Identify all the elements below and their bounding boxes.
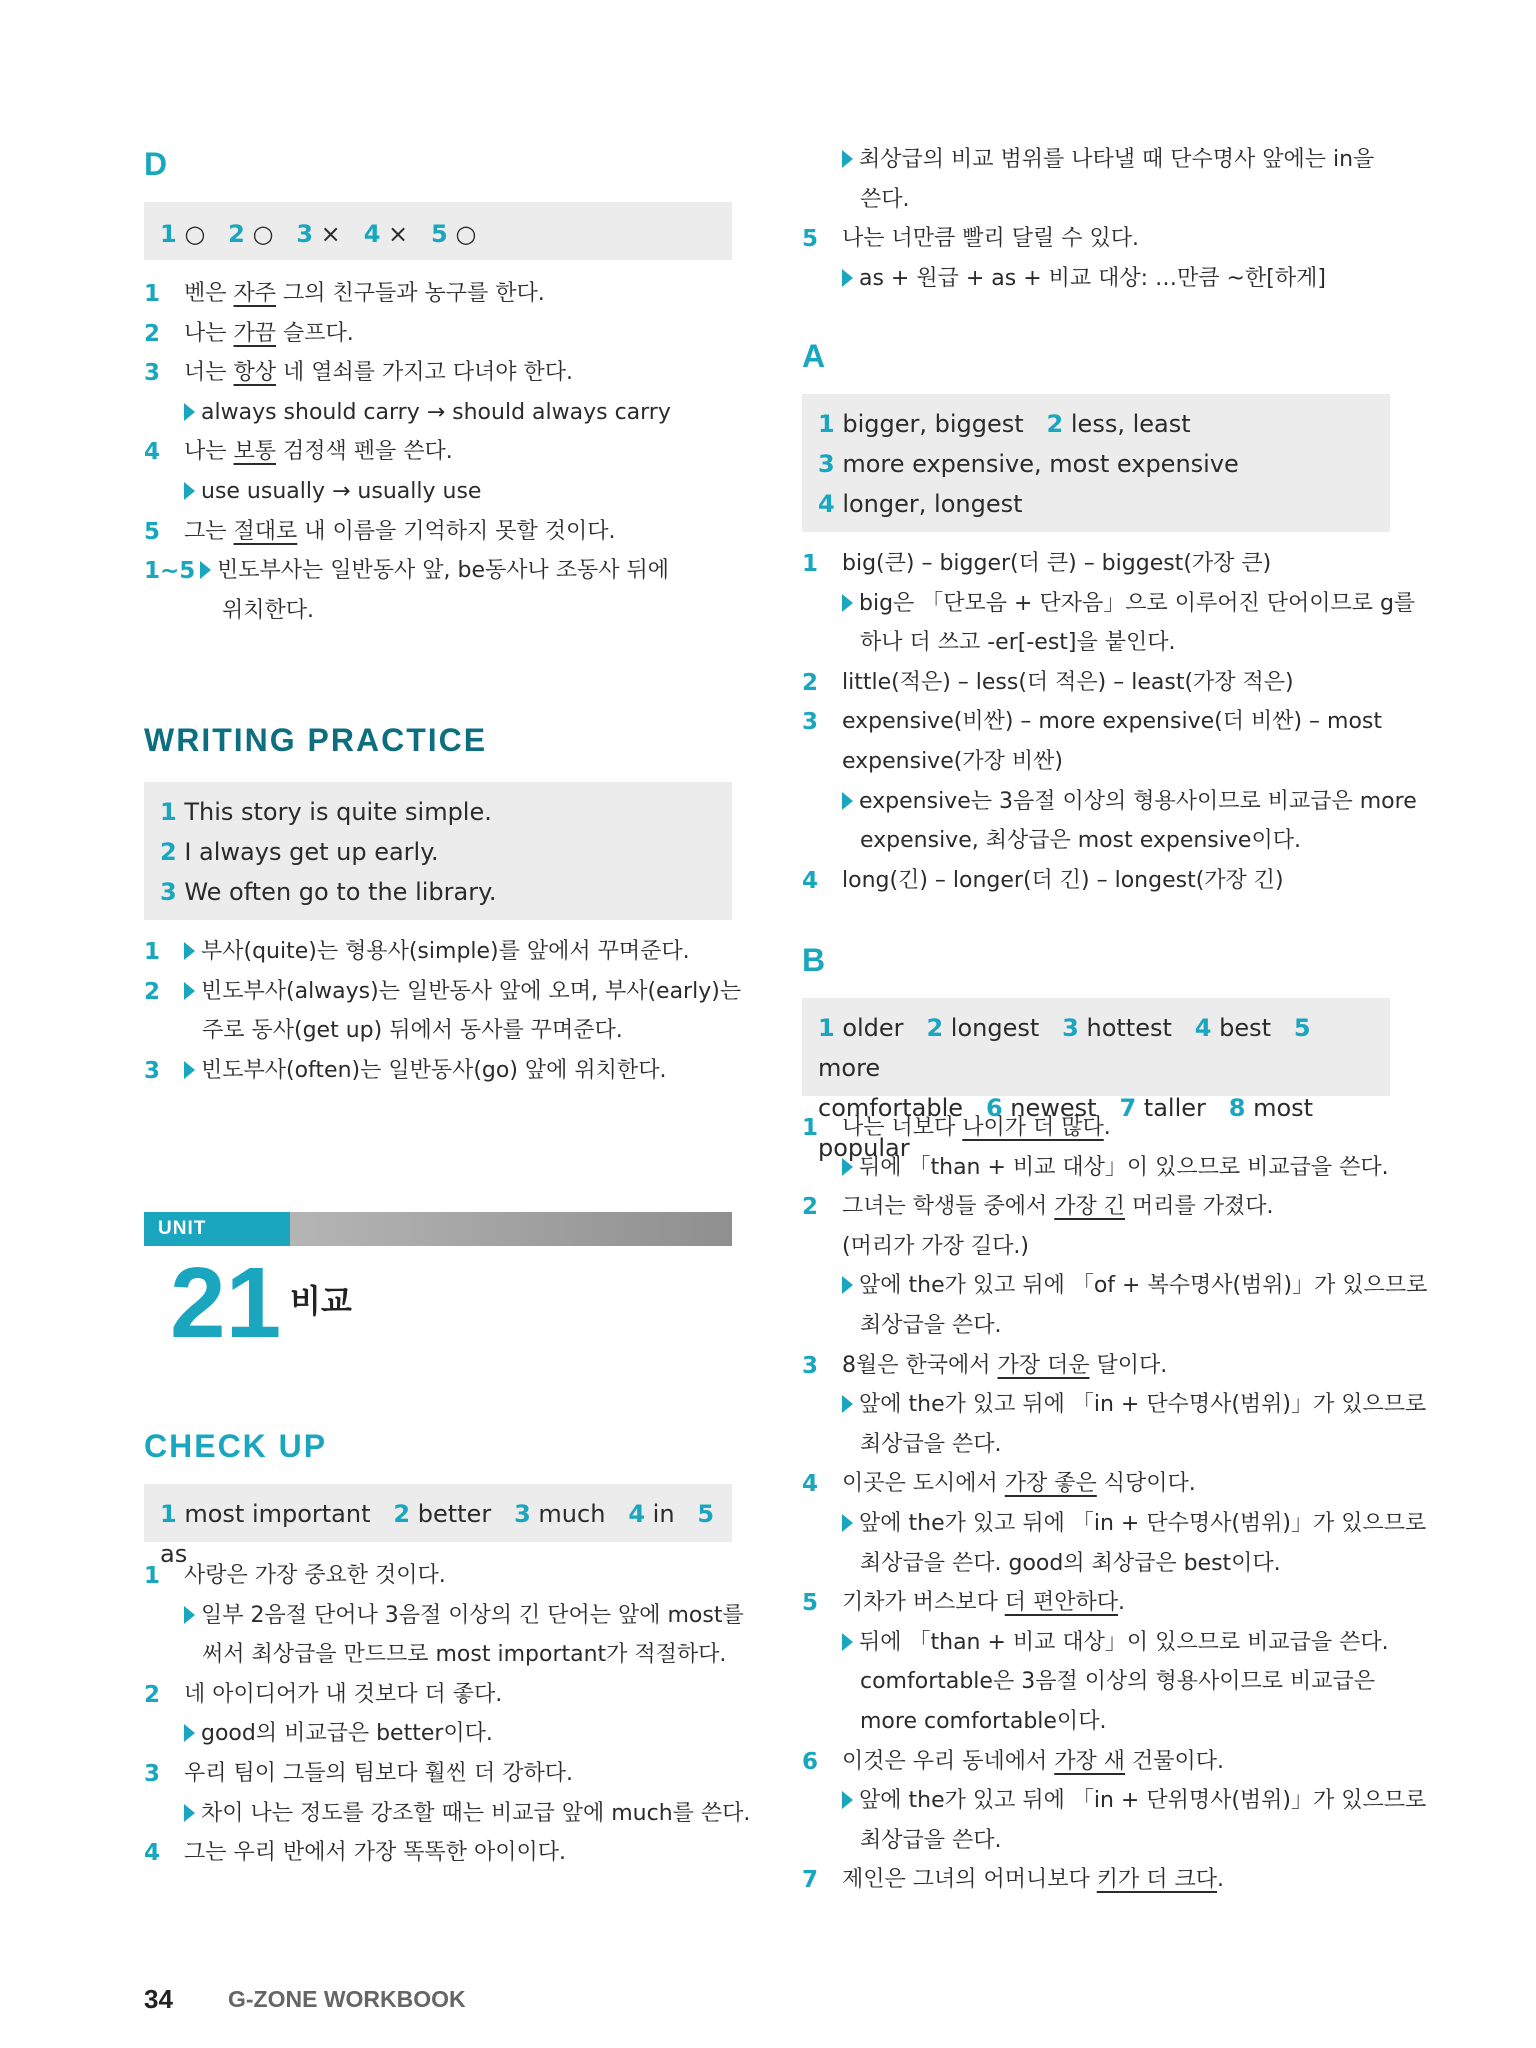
answer-text: more [818, 1054, 881, 1082]
answer-line [160, 792, 716, 832]
tip-continuation: comfortable은 3음절 이상의 형용사이므로 비교급은 [860, 1669, 1375, 1695]
explanation-line [144, 274, 732, 314]
explanation-line [802, 1227, 1390, 1267]
underlined-word: 가장 새 [1054, 1748, 1125, 1774]
explanation-line [144, 393, 732, 433]
answer-number: 4 [1194, 1014, 1212, 1042]
underlined-word: 가장 긴 [1054, 1194, 1125, 1220]
check-up-title: CHECK UP [144, 1428, 328, 1464]
item-number: 7 [802, 1867, 819, 1894]
unit-name: 비교 [290, 1282, 352, 1320]
check-up-answer-box [144, 1484, 732, 1568]
explanation-line [144, 591, 732, 631]
tip-content: 부사(quite)는 형용사(simple)를 앞에서 꾸며준다. [201, 939, 690, 964]
explanation-line [802, 742, 1390, 782]
answer-text: newest [1002, 1094, 1097, 1122]
explanation-line [802, 1346, 1390, 1386]
answer-text: more expensive, most expensive [834, 450, 1239, 478]
answer-mark: ○ [176, 220, 206, 248]
tip-continuation: expensive, 최상급은 most expensive이다. [860, 828, 1301, 854]
answer-text: bigger, biggest [834, 410, 1024, 438]
explanation-line [802, 702, 1390, 742]
tip-content: 빈도부사는 일반동사 앞, be동사나 조동사 뒤에 [217, 558, 669, 584]
tip-content: as + 원급 + as + 비교 대상: …만큼 ~한[하게] [859, 265, 1326, 291]
tip-text [842, 1781, 1426, 1821]
sentence [842, 1860, 1224, 1900]
tip-text [842, 140, 1374, 180]
item-number: 1 [802, 1115, 819, 1141]
sentence [842, 1583, 1125, 1623]
sentence [184, 314, 354, 354]
answer-number: 3 [296, 220, 314, 248]
tip-continuation: 써서 최상급을 만드므로 most important가 적절하다. [202, 1642, 727, 1668]
unit-label: UNIT [158, 1218, 207, 1239]
triangle-bullet-icon [184, 942, 195, 960]
sentence: long(긴) – longer(더 긴) – longest(가장 긴) [842, 867, 1284, 893]
tip-text [842, 584, 1415, 624]
explanation-line [802, 140, 1390, 180]
item-number: 4 [144, 439, 161, 466]
explanation-line [144, 1833, 732, 1873]
underlined-word: 절대로 [233, 518, 298, 544]
underlined-word: 보통 [233, 439, 277, 465]
explanation-line [802, 1742, 1390, 1782]
tip-text [842, 1385, 1426, 1425]
explanation-line [144, 472, 732, 512]
triangle-bullet-icon [200, 561, 211, 579]
explanation-line [802, 1385, 1427, 1425]
answer-number: 1 [818, 410, 835, 438]
answer-text: We often go to the library. [176, 878, 497, 906]
tip-content: 앞에 the가 있고 뒤에 「in + 단수명사(범위)」가 있으므로 [859, 1392, 1427, 1418]
sentence [184, 432, 453, 472]
underlined-word: 가장 좋은 [1004, 1471, 1097, 1497]
sentence-part: 제인은 그녀의 어머니보다 [842, 1867, 1097, 1893]
explanation-line [802, 1662, 1390, 1702]
explanation-line [802, 1544, 1390, 1584]
tip-content: 앞에 the가 있고 뒤에 「of + 복수명사(범위)」가 있으므로 [859, 1273, 1428, 1299]
sentence-part: 슬프다. [276, 320, 354, 346]
answer-number: 3 [818, 450, 835, 478]
underlined-word: 항상 [233, 360, 277, 386]
tip-text [184, 1794, 750, 1834]
explanation-line [802, 663, 1390, 703]
item-number: 1 [144, 939, 161, 965]
item-number: 1 [144, 1563, 161, 1589]
section-b-letter: B [802, 942, 826, 978]
triangle-bullet-icon [184, 482, 195, 500]
explanation-line [144, 1754, 732, 1794]
explanation-line [144, 972, 742, 1012]
tip-text [200, 551, 669, 591]
sentence: expensive(가장 비싼) [842, 749, 1063, 774]
answer-number: 5 [1293, 1014, 1311, 1042]
item-number: 2 [144, 1681, 161, 1708]
sentence: (머리가 가장 길다.) [842, 1233, 1029, 1259]
tip-content: 최상급의 비교 범위를 나타낼 때 단수명사 앞에는 in을 [859, 147, 1375, 172]
triangle-bullet-icon [842, 1158, 853, 1176]
answer-text: better [410, 1500, 492, 1528]
triangle-bullet-icon [184, 1804, 195, 1822]
triangle-bullet-icon [842, 1395, 853, 1413]
item-number: 5 [802, 1590, 819, 1617]
answer-number: 2 [926, 1014, 944, 1042]
section-d-answer-box [144, 202, 732, 260]
explanation-line [802, 1623, 1390, 1663]
sentence-part: 이곳은 도시에서 [842, 1471, 1005, 1497]
item-number: 2 [802, 1194, 819, 1221]
tip-continuation: 최상급을 쓴다. [860, 1313, 1002, 1338]
triangle-bullet-icon [184, 1606, 195, 1624]
answer-number: 1 [160, 1500, 177, 1528]
explanation-line [144, 1675, 732, 1715]
sentence-part: 기차가 버스보다 [842, 1590, 1005, 1616]
answer-mark: ○ [244, 220, 274, 248]
section-a-letter: A [802, 338, 826, 374]
answer-line [818, 1008, 1374, 1088]
triangle-bullet-icon [842, 792, 853, 810]
answer-line [818, 404, 1374, 444]
answer-text: most popular [818, 1094, 1314, 1162]
answer-number: 2 [160, 838, 177, 866]
explanation-line [144, 353, 732, 393]
answer-text: older [834, 1014, 904, 1042]
answer-number: 4 [363, 220, 381, 248]
explanation-line [802, 1187, 1390, 1227]
answer-number: 5 [697, 1500, 715, 1528]
sentence: 네 아이디어가 내 것보다 더 좋다. [184, 1681, 503, 1707]
answer-mark: ○ [447, 220, 477, 248]
explanation-line [802, 1504, 1427, 1544]
sentence [842, 1108, 1111, 1148]
tip-text [184, 932, 690, 972]
answer-number: 3 [160, 878, 177, 906]
item-number: 4 [802, 1471, 819, 1498]
sentence-part: 네 열쇠를 가지고 다녀야 한다. [276, 360, 573, 386]
sentence [842, 1464, 1196, 1504]
underlined-word: 나이가 더 많다 [962, 1115, 1104, 1140]
answer-text: hottest [1078, 1014, 1172, 1042]
item-number: 2 [802, 669, 819, 696]
sentence-part: 건물이다. [1125, 1748, 1224, 1774]
answer-text: as [160, 1540, 188, 1568]
item-number: 4 [144, 1840, 161, 1867]
explanation-line [802, 1266, 1428, 1306]
underlined-word: 자주 [233, 281, 277, 306]
sentence-part: . [1118, 1590, 1126, 1616]
sentence: 우리 팀이 그들의 팀보다 훨씬 더 강하다. [184, 1761, 573, 1786]
tip-text [184, 472, 481, 512]
explanation-line [802, 1464, 1390, 1504]
sentence-part: 그의 친구들과 농구를 한다. [276, 281, 545, 306]
explanation-line [802, 219, 1390, 259]
item-number: 5 [144, 518, 161, 545]
explanation-line [144, 1556, 732, 1596]
answer-number: 3 [1062, 1014, 1079, 1042]
tip-continuation: 최상급을 쓴다. [860, 1827, 1002, 1853]
item-number: 1 [144, 281, 161, 307]
explanation-line [802, 544, 1390, 584]
triangle-bullet-icon [842, 269, 853, 287]
sentence: little(적은) – less(더 적은) – least(가장 적은) [842, 669, 1294, 695]
item-number: 5 [802, 226, 819, 253]
sentence: 나는 너만큼 빨리 달릴 수 있다. [842, 226, 1139, 252]
explanation-line [802, 1306, 1390, 1346]
sentence [842, 1742, 1224, 1782]
answer-mark: × [380, 220, 409, 248]
tip-text [842, 259, 1326, 299]
sentence [842, 1187, 1274, 1227]
sentence [184, 353, 573, 393]
explanation-line [802, 1781, 1427, 1821]
answer-text: I always get up early. [176, 838, 439, 866]
sentence-part: 나는 [184, 320, 234, 346]
tip-text [184, 1596, 744, 1636]
sentence-part: 식당이다. [1096, 1471, 1196, 1497]
tip-continuation: more comfortable이다. [860, 1709, 1107, 1734]
tip-text [842, 1148, 1389, 1188]
explanation-line [802, 584, 1416, 624]
answer-line [160, 872, 716, 912]
answer-number: 1 [818, 1014, 835, 1042]
sentence-part: 나는 너보다 [842, 1115, 963, 1140]
answer-number: 7 [1119, 1094, 1137, 1122]
tip-content: expensive는 3음절 이상의 형용사이므로 비교급은 more [859, 788, 1417, 814]
sentence-part: 이것은 우리 동네에서 [842, 1748, 1055, 1774]
answer-number: 4 [818, 490, 835, 518]
explanation-line [144, 1794, 751, 1834]
explanation-line [144, 314, 732, 354]
writing-practice-title: WRITING PRACTICE [144, 722, 488, 758]
item-number: 3 [144, 1761, 161, 1787]
triangle-bullet-icon [184, 1724, 195, 1742]
book-title: G-ZONE WORKBOOK [228, 1986, 466, 2012]
tip-content: 앞에 the가 있고 뒤에 「in + 단수명사(범위)」가 있으므로 [859, 1511, 1427, 1536]
sentence-part: 머리를 가졌다. [1125, 1194, 1274, 1220]
tip-text [184, 972, 741, 1012]
answer-number: 2 [393, 1500, 411, 1528]
answer-text: This story is quite simple. [176, 798, 492, 826]
sentence-part: 벤은 [184, 281, 234, 306]
answer-number: 2 [1046, 410, 1064, 438]
answer-text: longest [943, 1014, 1040, 1042]
sentence-part: 달이다. [1089, 1352, 1168, 1378]
answer-mark: × [313, 220, 341, 248]
tip-content: 일부 2음절 단어나 3음절 이상의 긴 단어는 앞에 most를 [201, 1602, 744, 1628]
sentence-part: 너는 [184, 360, 234, 386]
answer-number: 8 [1228, 1094, 1246, 1122]
explanation-line [802, 1860, 1390, 1900]
sentence-part: 그는 [184, 518, 234, 544]
explanation-line [802, 861, 1390, 901]
explanation-line [802, 1702, 1390, 1742]
tip-continuation: 최상급을 쓴다. [860, 1431, 1002, 1457]
tip-continuation: 하나 더 쓰고 -er[-est]을 붙인다. [860, 630, 1176, 656]
explanation-line [802, 623, 1390, 663]
sentence: expensive(비싼) – more expensive(더 비싼) – most [842, 709, 1382, 735]
answer-text: comfortable [818, 1094, 964, 1122]
item-number: 4 [802, 867, 819, 894]
answer-number: 5 [431, 220, 448, 248]
tip-text [184, 393, 671, 433]
sentence-part: . [1103, 1115, 1111, 1140]
sentence [184, 274, 545, 314]
answer-number: 4 [628, 1500, 646, 1528]
tip-content: always should carry → should always carry [201, 399, 671, 425]
underlined-word: 더 편안하다 [1004, 1590, 1119, 1616]
answer-number: 1 [160, 220, 177, 248]
tip-text [842, 782, 1417, 822]
item-number: 3 [144, 1057, 161, 1084]
underlined-word: 키가 더 크다 [1096, 1867, 1218, 1893]
explanation-line [144, 932, 732, 972]
explanation-line [144, 1051, 732, 1091]
underlined-word: 가끔 [233, 320, 277, 346]
tip-content: 앞에 the가 있고 뒤에 「in + 단위명사(범위)」가 있으므로 [859, 1788, 1427, 1814]
sentence-part: 그녀는 학생들 중에서 [842, 1194, 1055, 1220]
item-number: 3 [802, 709, 819, 736]
answer-text: in [645, 1500, 675, 1528]
explanation-line [802, 1108, 1390, 1148]
item-number: 1~5 [144, 558, 196, 585]
tip-content: good의 비교급은 better이다. [201, 1721, 493, 1747]
explanation-line [802, 782, 1417, 822]
explanation-line [802, 821, 1390, 861]
item-number: 3 [802, 1352, 819, 1379]
sentence: 그는 우리 반에서 가장 똑똑한 아이이다. [184, 1840, 566, 1866]
explanation-line [144, 512, 732, 552]
explanation-line [802, 259, 1390, 299]
tip-content: 빈도부사(often)는 일반동사(go) 앞에 위치한다. [201, 1057, 667, 1083]
explanation-line [144, 1011, 732, 1051]
triangle-bullet-icon [842, 1514, 853, 1532]
tip-continuation: 주로 동사(get up) 뒤에서 동사를 꾸며준다. [202, 1018, 623, 1044]
tip-continuation: 최상급을 쓴다. good의 최상급은 best이다. [860, 1550, 1281, 1576]
explanation-line [802, 1821, 1390, 1861]
sentence-part: 8월은 한국에서 [842, 1352, 998, 1378]
tip-text [842, 1266, 1427, 1306]
tip-content: use usually → usually use [201, 479, 482, 504]
tip-text [842, 1623, 1389, 1663]
item-number: 3 [144, 360, 161, 387]
answer-line [818, 444, 1374, 484]
section-d-letter: D [144, 146, 168, 182]
sentence-part: 나는 [184, 439, 234, 465]
explanation-line [802, 1425, 1390, 1465]
sentence-part: 내 이름을 기억하지 못할 것이다. [297, 518, 616, 544]
answer-text: longer, longest [834, 490, 1023, 518]
triangle-bullet-icon [842, 150, 853, 168]
answer-text: most important [176, 1500, 371, 1528]
tip-content: big은 「단모음 + 단자음」으로 이루어진 단어이므로 g를 [859, 590, 1416, 616]
tip-content: 빈도부사(always)는 일반동사 앞에 오며, 부사(early)는 [201, 978, 742, 1004]
explanation-line [144, 1596, 744, 1636]
answer-line [160, 832, 716, 872]
item-number: 6 [802, 1748, 819, 1775]
triangle-bullet-icon [184, 403, 195, 421]
answer-number: 2 [228, 220, 245, 248]
explanation-line [802, 1583, 1390, 1623]
answer-number: 6 [985, 1094, 1003, 1122]
triangle-bullet-icon [184, 982, 195, 1000]
answer-text: best [1211, 1014, 1272, 1042]
sentence-part: . [1217, 1867, 1225, 1893]
writing-practice-answer-box [144, 782, 732, 920]
section-a-answer-box [802, 394, 1390, 532]
sentence [184, 512, 616, 552]
unit-banner [144, 1212, 732, 1246]
explanation-line [144, 432, 732, 472]
triangle-bullet-icon [184, 1061, 195, 1079]
answer-number: 3 [514, 1500, 531, 1528]
tip-text [842, 1504, 1426, 1544]
answer-text: much [530, 1500, 606, 1528]
answer-text: taller [1136, 1094, 1206, 1122]
sentence [842, 1346, 1167, 1386]
unit-number: 21 [170, 1247, 282, 1359]
triangle-bullet-icon [842, 1633, 853, 1651]
tip-continuation: 위치한다. [222, 597, 315, 623]
answer-text: less, least [1063, 410, 1191, 438]
triangle-bullet-icon [842, 1791, 853, 1809]
underlined-word: 가장 더운 [997, 1352, 1090, 1378]
sentence: big(큰) – bigger(더 큰) – biggest(가장 큰) [842, 551, 1272, 576]
explanation-line [144, 1635, 732, 1675]
tip-content: 뒤에 「than + 비교 대상」이 있으므로 비교급을 쓴다. [859, 1629, 1389, 1655]
answer-line [818, 484, 1374, 524]
item-number: 2 [144, 320, 161, 347]
item-number: 1 [802, 551, 819, 577]
tip-content: 뒤에 「than + 비교 대상」이 있으므로 비교급을 쓴다. [859, 1154, 1389, 1180]
item-number: 2 [144, 978, 161, 1005]
tip-content: 차이 나는 정도를 강조할 때는 비교급 앞에 much를 쓴다. [201, 1800, 751, 1826]
tip-continuation: 쓴다. [860, 186, 910, 212]
answer-number: 1 [160, 798, 177, 826]
explanation-line [802, 180, 1390, 220]
triangle-bullet-icon [842, 594, 853, 612]
sentence: 사랑은 가장 중요한 것이다. [184, 1563, 446, 1588]
explanation-line [144, 551, 732, 591]
sentence-part: 검정색 펜을 쓴다. [276, 439, 453, 465]
triangle-bullet-icon [842, 1276, 853, 1294]
tip-text [184, 1714, 493, 1754]
page-number: 34 [144, 1984, 173, 2014]
explanation-line [802, 1148, 1390, 1188]
tip-text [184, 1051, 666, 1091]
explanation-line [144, 1714, 732, 1754]
